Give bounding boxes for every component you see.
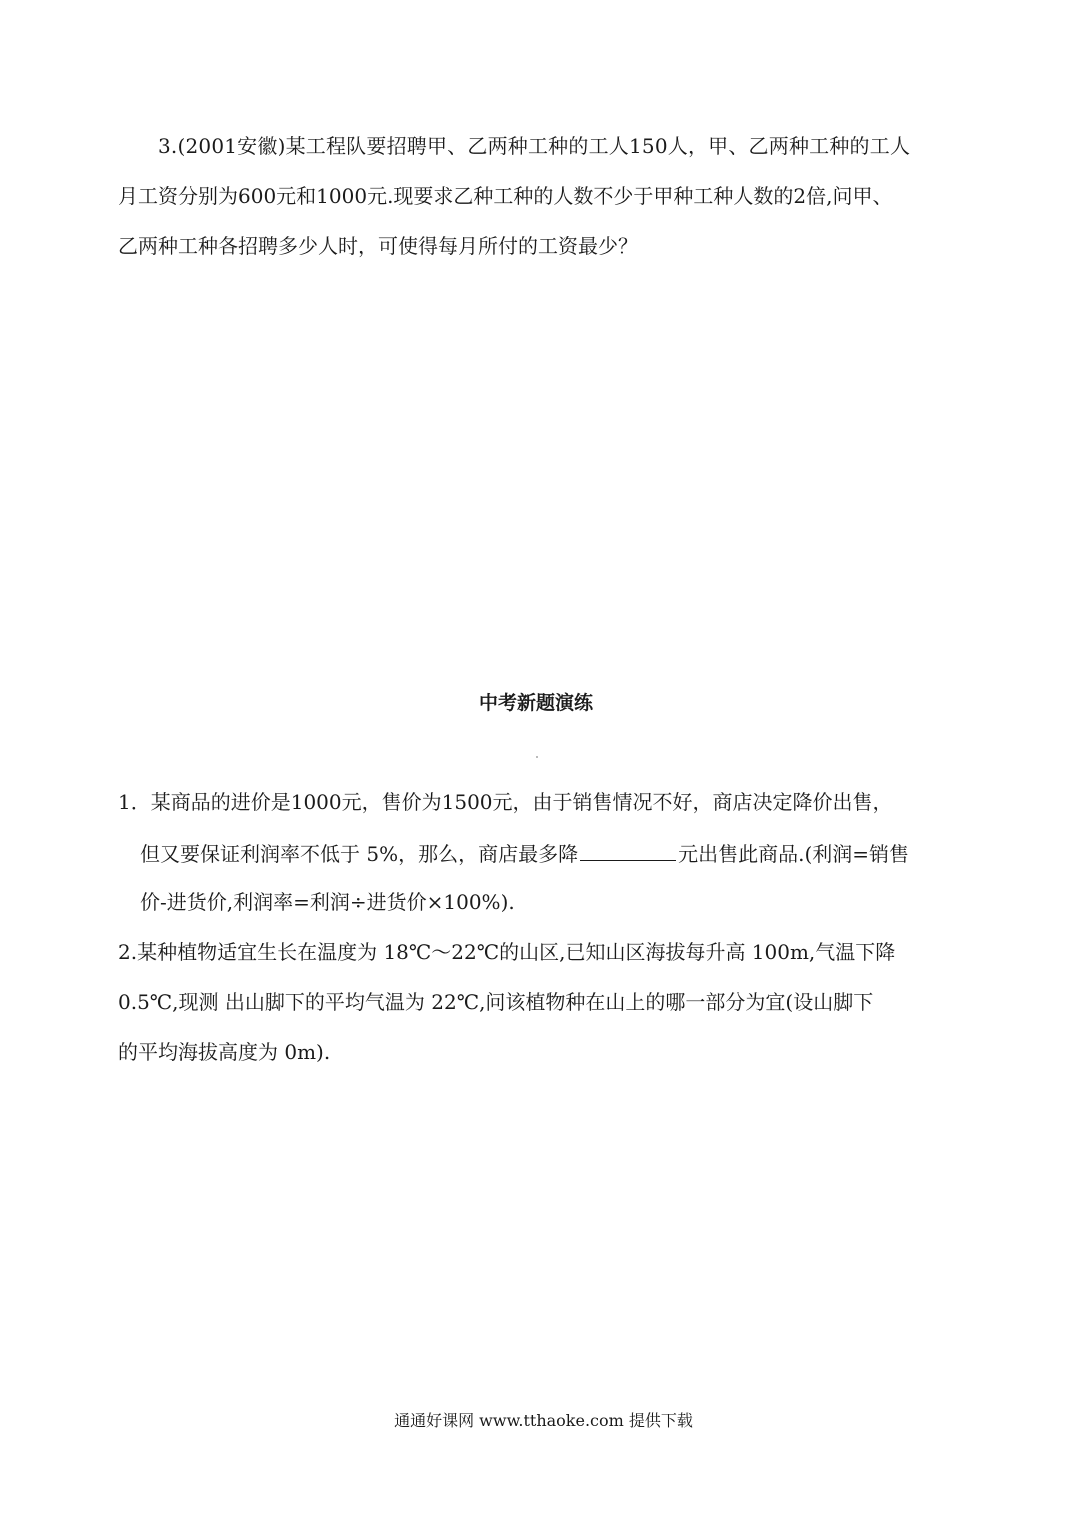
new-problem-1-line-1: 1．某商品的进价是1000元，售价为1500元，由于销售情况不好，商店决定降价出售，: [118, 790, 893, 814]
new-problem-1-line-2-before: 但又要保证利润率不低于 5%，那么，商店最多降: [140, 842, 579, 866]
answer-blank: [580, 840, 676, 861]
problem-3-line-3: 乙两种工种各招聘多少人时，可使得每月所付的工资最少？: [118, 234, 638, 258]
section-title: 中考新题演练: [478, 692, 593, 714]
new-problem-2-line-3: 的平均海拔高度为 0m).: [118, 1040, 331, 1064]
new-problem-1-line-2: [140, 840, 909, 866]
new-problem-1-line-2-after: 元出售此商品.(利润=销售: [678, 842, 910, 866]
problem-3-line-1: 3.(2001安徽)某工程队要招聘甲、乙两种工种的工人150人，甲、乙两种工种的工人: [158, 134, 911, 158]
stray-dot: [536, 756, 538, 758]
footer: 通通好课网 www.tthaoke.com 提供下载: [394, 1411, 693, 1430]
problem-3-line-2: 月工资分别为600元和1000元.现要求乙种工种的人数不少于甲种工种人数的2倍,问甲、: [118, 184, 893, 208]
new-problem-1-line-3: 价-进货价,利润率=利润÷进货价×100%).: [140, 890, 515, 914]
new-problem-2-line-1: 2.某种植物适宜生长在温度为 18℃～22℃的山区,已知山区海拔每升高 100m,气温下降: [118, 940, 896, 964]
new-problem-2-line-2: 0.5℃,现测 出山脚下的平均气温为 22℃,问该植物种在山上的哪一部分为宜(设山脚下: [118, 990, 874, 1014]
